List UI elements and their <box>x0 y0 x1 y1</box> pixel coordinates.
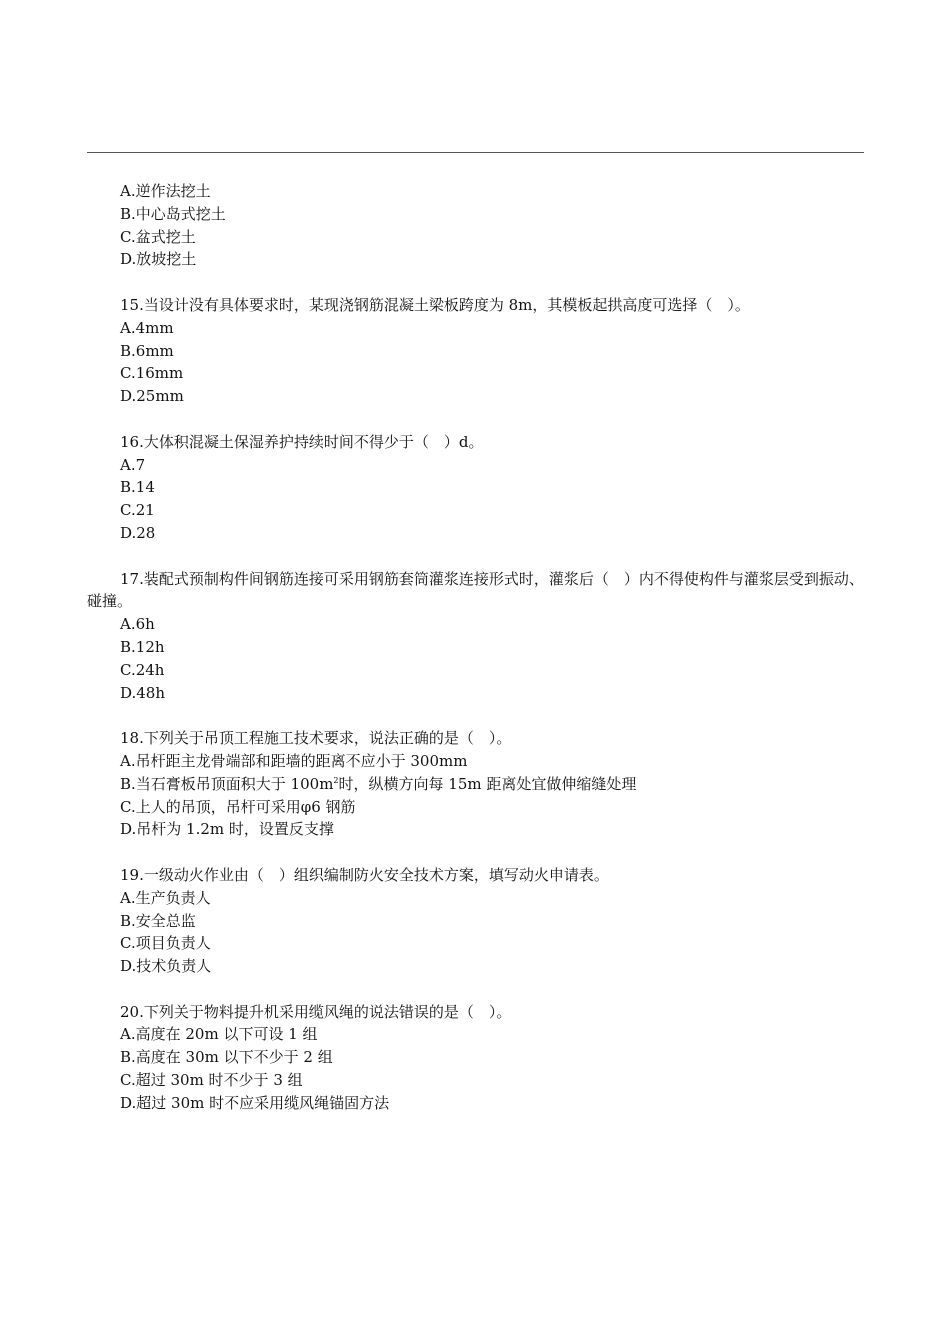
question-stem: 15.当设计没有具体要求时，某现浇钢筋混凝土梁板跨度为 8m，其模板起拱高度可选择（ ）。 <box>120 295 750 314</box>
option-a: A.逆作法挖土 <box>120 182 211 200</box>
option-d: D.放坡挖土 <box>120 250 197 269</box>
option-c: C.21 <box>120 501 155 520</box>
option-a: A.生产负责人 <box>120 888 211 907</box>
option-d: D.48h <box>120 683 166 702</box>
option-b: B.12h <box>120 637 165 656</box>
question-16 <box>120 431 864 545</box>
option-c: C.项目负责人 <box>120 934 211 953</box>
option-b: B.高度在 30m 以下不少于 2 组 <box>120 1048 333 1067</box>
option-d: D.25mm <box>120 387 184 406</box>
question-stem: 17.装配式预制构件间钢筋连接可采用钢筋套筒灌浆连接形式时，灌浆后（ ）内不得使构件与灌浆层受到振动、碰撞。 <box>87 569 864 611</box>
question-14-options <box>120 180 864 271</box>
option-d: D.超过 30m 时不应采用缆风绳锚固方法 <box>120 1093 390 1112</box>
question-stem: 20.下列关于物料提升机采用缆风绳的说法错误的是（ ）。 <box>120 1002 512 1021</box>
option-b <box>120 773 864 796</box>
option-b: B.安全总监 <box>120 911 196 930</box>
question-15 <box>120 294 864 408</box>
option-b: B.6mm <box>120 341 174 360</box>
option-d: D.28 <box>120 523 156 542</box>
question-17 <box>87 568 864 705</box>
option-a: A.4mm <box>120 318 174 337</box>
question-stem: 16.大体积混凝土保湿养护持续时间不得少于（ ）d。 <box>120 432 484 451</box>
question-18 <box>120 727 864 841</box>
option-c: C.盆式挖土 <box>120 227 196 246</box>
question-19 <box>120 864 864 978</box>
option-a: A.高度在 20m 以下可设 1 组 <box>120 1025 318 1044</box>
question-20 <box>120 1001 864 1115</box>
superscript-2: 2 <box>333 775 339 785</box>
header-rule <box>87 152 864 153</box>
option-b-text: B.当石膏板吊顶面积大于 100m <box>120 774 334 793</box>
question-stem: 19.一级动火作业由（ ）组织编制防火安全技术方案，填写动火申请表。 <box>120 865 609 884</box>
option-d: D.吊杆为 1.2m 时，设置反支撑 <box>120 820 334 839</box>
option-b: B.14 <box>120 478 155 497</box>
question-stem: 18.下列关于吊顶工程施工技术要求，说法正确的是（ ）。 <box>120 729 512 748</box>
option-d: D.技术负责人 <box>120 957 212 976</box>
option-a: A.7 <box>120 455 146 474</box>
option-c: C.16mm <box>120 364 184 383</box>
option-c: C.上人的吊顶，吊杆可采用φ6 钢筋 <box>120 797 356 816</box>
option-c: C.超过 30m 时不少于 3 组 <box>120 1071 303 1090</box>
option-a: A.吊杆距主龙骨端部和距墙的距离不应小于 300mm <box>120 751 468 770</box>
option-a: A.6h <box>120 615 155 634</box>
question-list <box>87 180 864 1137</box>
option-b: B.中心岛式挖土 <box>120 204 226 223</box>
option-c: C.24h <box>120 660 165 679</box>
option-b-tail: 时，纵横方向每 15m 距离处宜做伸缩缝处理 <box>338 774 637 793</box>
